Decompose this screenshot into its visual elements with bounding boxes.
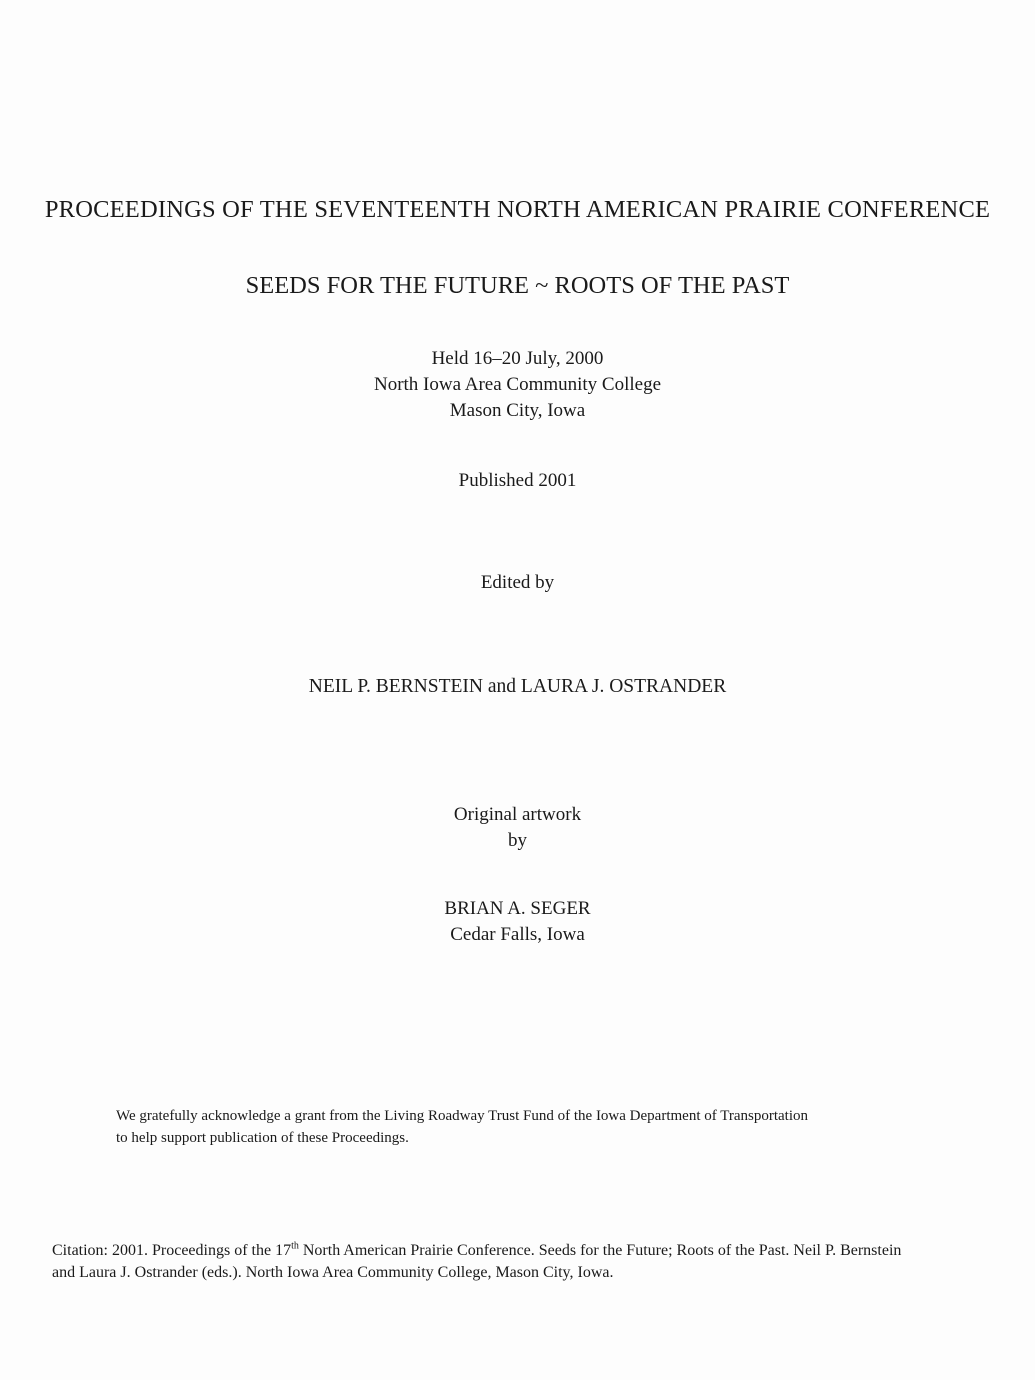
acknowledgement-line-1: We gratefully acknowledge a grant from the Living Roadway Trust Fund of the Iowa Department of Transportation <box>116 1108 808 1124</box>
held-block <box>0 346 1035 424</box>
acknowledgement-line-2: to help support publication of these Proceedings. <box>116 1130 409 1146</box>
citation <box>52 1240 992 1284</box>
held-dates: Held 16–20 July, 2000 <box>431 348 604 369</box>
artwork-by: by <box>508 830 527 851</box>
acknowledgement <box>116 1105 936 1149</box>
artist-location: Cedar Falls, Iowa <box>450 924 585 945</box>
published-line: Published 2001 <box>458 470 577 491</box>
held-venue: North Iowa Area Community College <box>373 374 662 395</box>
edited-by-label: Edited by <box>480 572 555 593</box>
conference-title: PROCEEDINGS OF THE SEVENTEENTH NORTH AMERICAN PRAIRIE CONFERENCE <box>44 196 991 223</box>
artwork-block <box>0 802 1035 854</box>
editors-names: NEIL P. BERNSTEIN and LAURA J. OSTRANDER <box>308 676 727 697</box>
conference-subtitle: SEEDS FOR THE FUTURE ~ ROOTS OF THE PAST <box>245 272 790 299</box>
citation-suffix: North American Prairie Conference. Seeds for the Future; Roots of the Past. Neil P. Bernstein <box>298 1242 902 1259</box>
citation-prefix: Citation: 2001. Proceedings of the 17 <box>52 1242 292 1259</box>
citation-line-1 <box>52 1240 992 1262</box>
held-location: Mason City, Iowa <box>449 400 586 421</box>
artist-block <box>0 896 1035 948</box>
citation-superscript: th <box>291 1240 299 1252</box>
artwork-label: Original artwork <box>453 804 582 825</box>
artist-name: BRIAN A. SEGER <box>444 898 591 919</box>
citation-line-2: and Laura J. Ostrander (eds.). North Iowa Area Community College, Mason City, Iowa. <box>52 1264 614 1281</box>
